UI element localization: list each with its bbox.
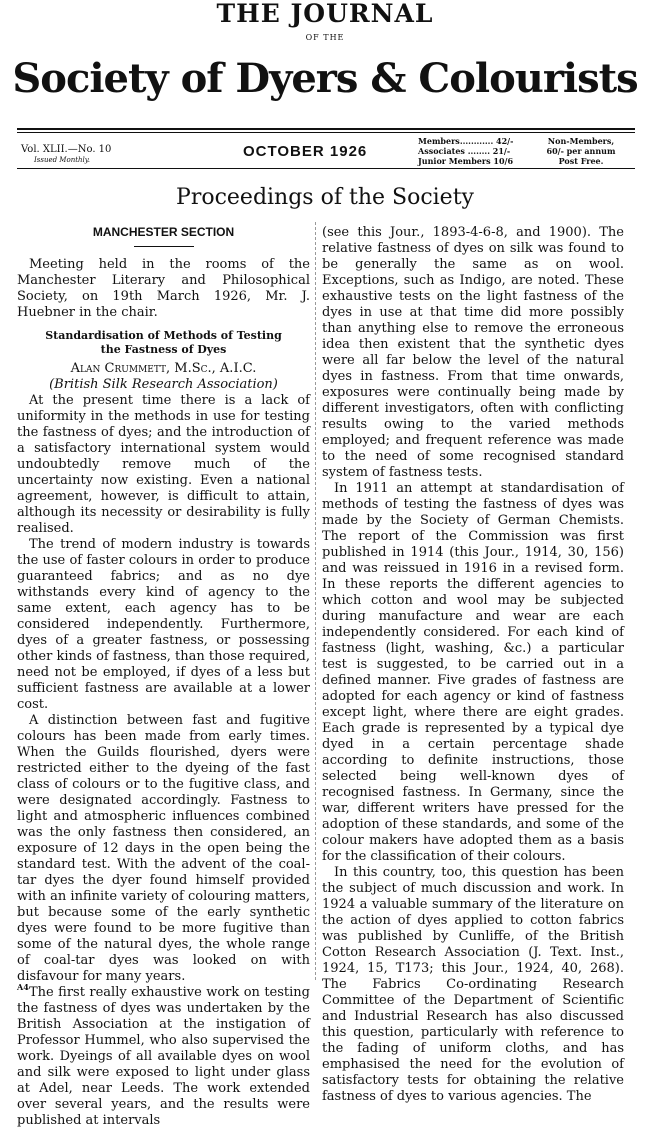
left-column xyxy=(17,222,310,1129)
header-rule xyxy=(17,168,635,169)
section-rule xyxy=(134,246,194,247)
proceedings-title: Proceedings of the Society xyxy=(176,185,474,210)
body-paragraph: The trend of modern industry is towards the use of faster colours in order to produce guaranteed fabrics; and as no dye withstands every kind of agency to the same extent, each agency has to be considered independently. Furthermore, dyes of a greater fastness, or possessing other kinds of fastness, than those required, need not be employed, if dyes of a less but sufficient fastness are available at a lower cost. xyxy=(17,537,310,712)
body-paragraph: A distinction between fast and fugitive colours has been made from early times. When the Guilds flourished, dyers were restricted either to the dyeing of the fast class of colours or to the fugitive class, and were designated accordingly. Fastness to light and atmospheric influences combined was the only fastness then considered, an exposure of 12 days in the open being the standard test. With the advent of the coal-tar dyes the dyer found himself provided with an infinite variety of colouring matters, but because some of the early synthetic dyes were found to be more fugitive than some of the natural dyes, the whole range of coal-tar dyes was looked on with disfavour for many years. xyxy=(17,713,310,984)
body-paragraph: In 1911 an attempt at standardisation of methods of testing the fastness of dyes was made by the Society of German Chemists. The report of the Commission was first published in 1914 (this Jour., 1914, 30, 156) and was reissued in 1916 in a revised form. In these reports the different agencies to which cotton and wool may be subjected during manufacture and wear are each independently considered. For each kind of fastness (light, washing, &c.) a particular test is suggested, to be carried out in a defined manner. Five grades of fastness are adopted for each agency or kind of fastness except light, where there are eight grades. Each grade is represented by a typical dye dyed in a certain percentage shade according to definite instructions, those selected being well-known dyes of recognised fastness. In Germany, since the war, different writers have pressed for the adoption of these standards, and some of the colour makers have adopted them as a basis for the classification of their colours. xyxy=(322,481,624,864)
volume-number: Vol. XLII.—No. 10 xyxy=(21,144,112,155)
masthead-rule xyxy=(17,128,635,130)
issued-note: Issued Monthly. xyxy=(34,156,91,164)
price-members: Members............ 42/- xyxy=(418,136,514,146)
price-junior: Junior Members 10/6 xyxy=(418,156,514,166)
journal-of-the: OF THE xyxy=(305,33,345,42)
member-prices xyxy=(418,136,513,166)
masthead-rule-thin xyxy=(17,132,635,133)
meeting-note: Meeting held in the rooms of the Manchester Literary and Philosophical Society, on 19th March 1926, Mr. J. Huebner in the chair. xyxy=(17,257,310,320)
paper-title: Standardisation of Methods of Testing the Fastness of Dyes xyxy=(45,329,282,356)
paper-author: Alan Crummett, M.Sc., A.I.C. xyxy=(70,361,257,376)
column-divider xyxy=(315,222,317,980)
paper-affiliation: (British Silk Research Association) xyxy=(49,377,278,392)
non-member-line: 60/- per annum xyxy=(546,146,616,156)
non-member-line: Post Free. xyxy=(558,156,604,166)
page-signature: A4 xyxy=(17,982,29,992)
body-paragraph: In this country, too, this question has been the subject of much discussion and work. In 1924 a valuable summary of the literature on the action of dyes applied to cotton fabrics was published by Cunliffe, of the British Cotton Research Association (J. Text. Inst., 1924, 15, T173; this Jour., 1924, 40, 268). The Fabrics Co-ordinating Research Committee of the Department of Scientific and Industrial Research has also discussed this question, particularly with reference to the fading of uniform cloths, and has emphasised the need for the evolution of satisfactory tests for obtaining the relative fastness of dyes to various agencies. The xyxy=(322,865,624,1104)
section-heading: MANCHESTER SECTION xyxy=(92,225,235,239)
non-member-line: Non-Members, xyxy=(547,136,615,146)
price-associates: Associates ........ 21/- xyxy=(418,146,511,156)
right-column xyxy=(322,225,624,1105)
body-paragraph: At the present time there is a lack of uniformity in the methods in use for testing the fastness of dyes; and the introduction of a satisfactory international system would undoubtedly remove much of the uncertainty now existing. Even a national agreement, however, is difficult to attain, although its necessity or desirability is fully realised. xyxy=(17,393,310,536)
body-paragraph: (see this Jour., 1893-4-6-8, and 1900). The relative fastness of dyes on silk was found to be generally the same as on wool. Exceptions, such as Indigo, are noted. These exhaustive tests on the light fastness of the dyes in use at that time did more possibly than anything else to remove the erroneous idea then existent that the synthetic dyes were all far below the level of the natural dyes in fastness. From that time onwards, exposures were continually being made by different investigators, often with conflicting results owing to the varied methods employed; and frequent reference was made to the need of some recognised standard system of fastness tests. xyxy=(322,225,624,480)
body-paragraph: The first really exhaustive work on testing the fastness of dyes was undertaken by the British Association at the instigation of Professor Hummel, who also supervised the work. Dyeings of all available dyes on wool and silk were exposed to light under glass at Adel, near Leeds. The work extended over several years, and the results were published at intervals xyxy=(17,985,310,1128)
non-member-price xyxy=(536,136,626,166)
issue-date: OCTOBER 1926 xyxy=(243,143,368,160)
journal-title-line: THE JOURNAL xyxy=(216,0,434,28)
society-name: Society of Dyers & Colourists xyxy=(12,55,638,102)
